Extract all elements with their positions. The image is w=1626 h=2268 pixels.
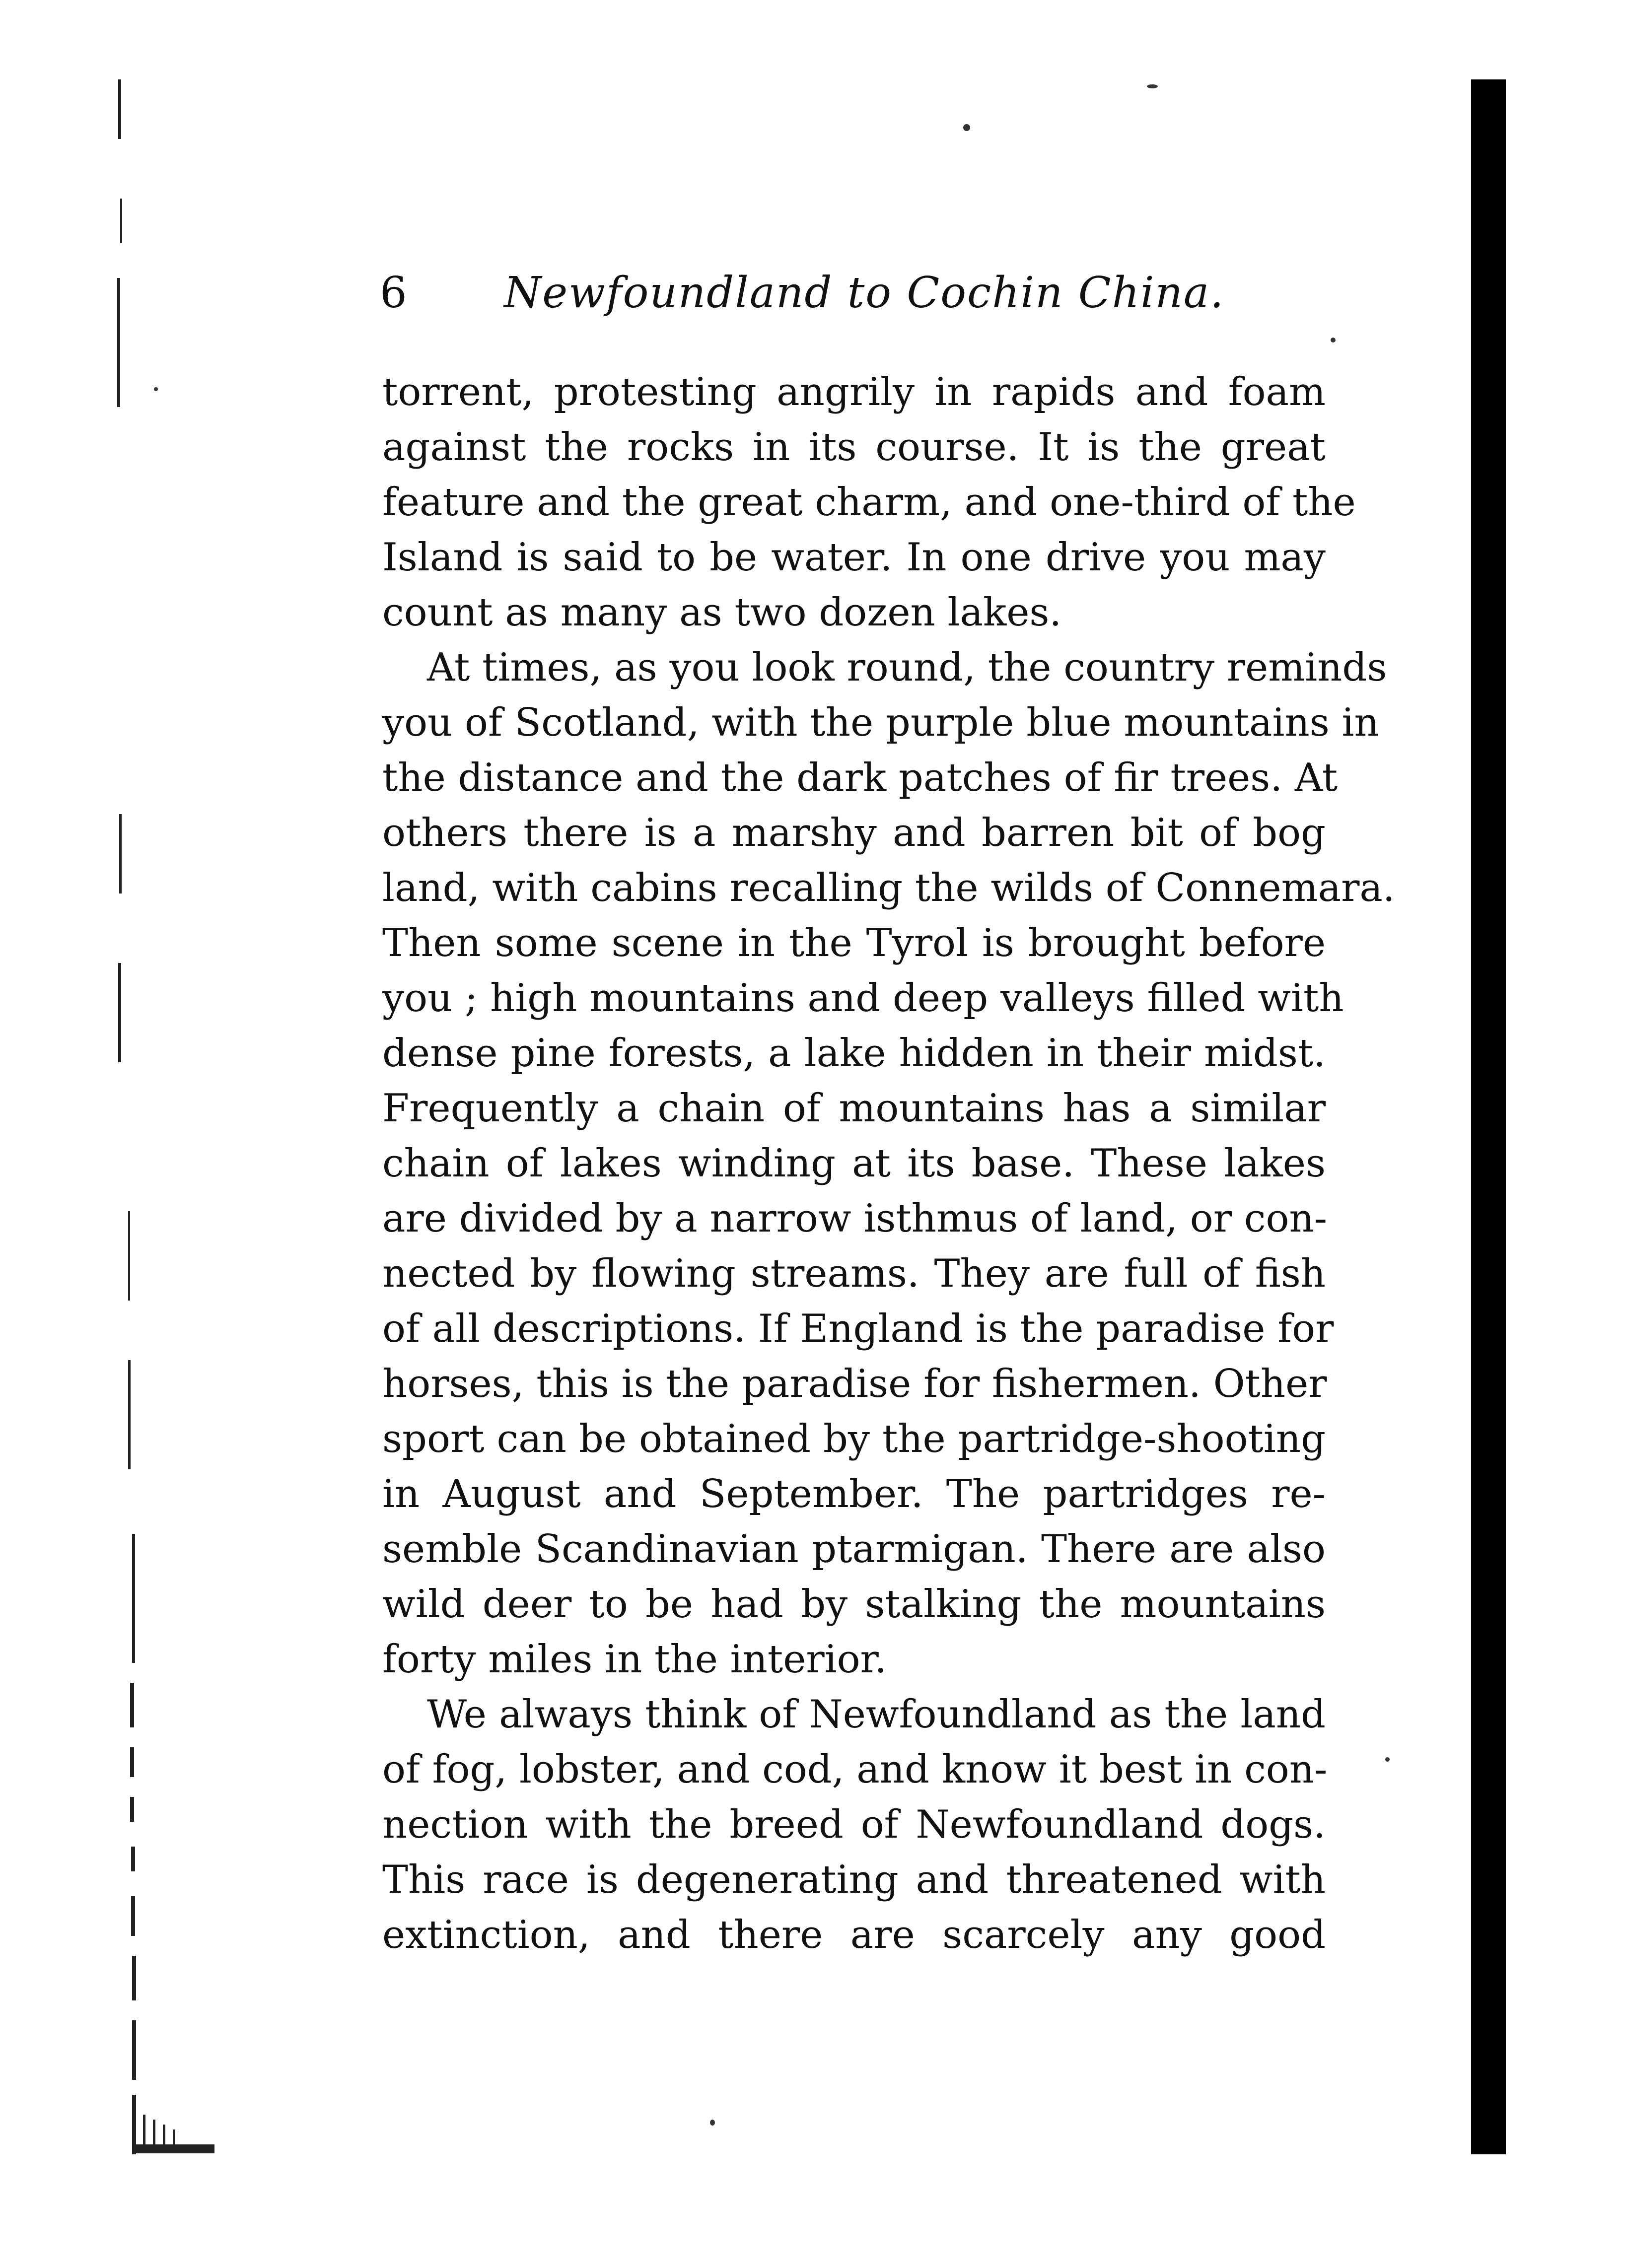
text-line: you ; high mountains and deep valleys filled with	[382, 976, 1344, 1021]
text-line: feature and the great charm, and one-third of the	[382, 480, 1356, 525]
body-text	[382, 365, 1395, 1963]
text-line: of fog, lobster, and cod, and know it best in con-	[382, 1747, 1328, 1792]
scan-edge-shadow	[1471, 79, 1506, 2154]
text-line: Frequently a chain of mountains has a similar	[382, 1086, 1326, 1131]
running-title: Newfoundland to Cochin China.	[504, 268, 1225, 318]
text-line: We always think of Newfoundland as the land	[427, 1692, 1326, 1737]
text-line: of all descriptions. If England is the paradise for	[382, 1306, 1334, 1351]
gutter-scan-marks	[113, 69, 212, 2204]
paragraph	[382, 1687, 1326, 1963]
running-header	[380, 268, 1323, 328]
text-line: horses, this is the paradise for fishermen. Other	[382, 1362, 1327, 1406]
text-line: torrent, protesting angrily in rapids and foam	[382, 370, 1326, 414]
page-number: 6	[380, 268, 407, 318]
text-line: dense pine forests, a lake hidden in their midst.	[382, 1031, 1326, 1076]
text-line: extinction, and there are scarcely any good	[382, 1913, 1326, 1957]
text-line: chain of lakes winding at its base. These lakes	[382, 1141, 1326, 1186]
text-line: At times, as you look round, the country reminds	[427, 645, 1387, 690]
text-line: count as many as two dozen lakes.	[382, 590, 1062, 635]
text-line: wild deer to be had by stalking the mountains	[382, 1582, 1326, 1627]
text-line: you of Scotland, with the purple blue mountains in	[382, 700, 1379, 745]
paragraph	[382, 640, 1395, 1687]
text-line: nected by flowing streams. They are full of fish	[382, 1251, 1326, 1296]
paragraph	[382, 365, 1356, 640]
text-line: semble Scandinavian ptarmigan. There are also	[382, 1527, 1326, 1572]
text-line: are divided by a narrow isthmus of land, or con-	[382, 1196, 1328, 1241]
text-line: others there is a marshy and barren bit of bog	[382, 811, 1326, 855]
text-line: the distance and the dark patches of fir trees. At	[382, 756, 1338, 800]
text-line: forty miles in the interior.	[382, 1637, 887, 1682]
text-line: Island is said to be water. In one drive you may	[382, 535, 1326, 580]
text-line: land, with cabins recalling the wilds of Connemara.	[382, 866, 1395, 910]
text-line: against the rocks in its course. It is the great	[382, 425, 1326, 470]
text-line: nection with the breed of Newfoundland dogs.	[382, 1802, 1326, 1847]
text-line: Then some scene in the Tyrol is brought before	[382, 921, 1326, 965]
text-line: in August and September. The partridges re-	[382, 1472, 1326, 1516]
text-line: This race is degenerating and threatened with	[382, 1857, 1326, 1902]
text-line: sport can be obtained by the partridge-shooting	[382, 1417, 1326, 1461]
